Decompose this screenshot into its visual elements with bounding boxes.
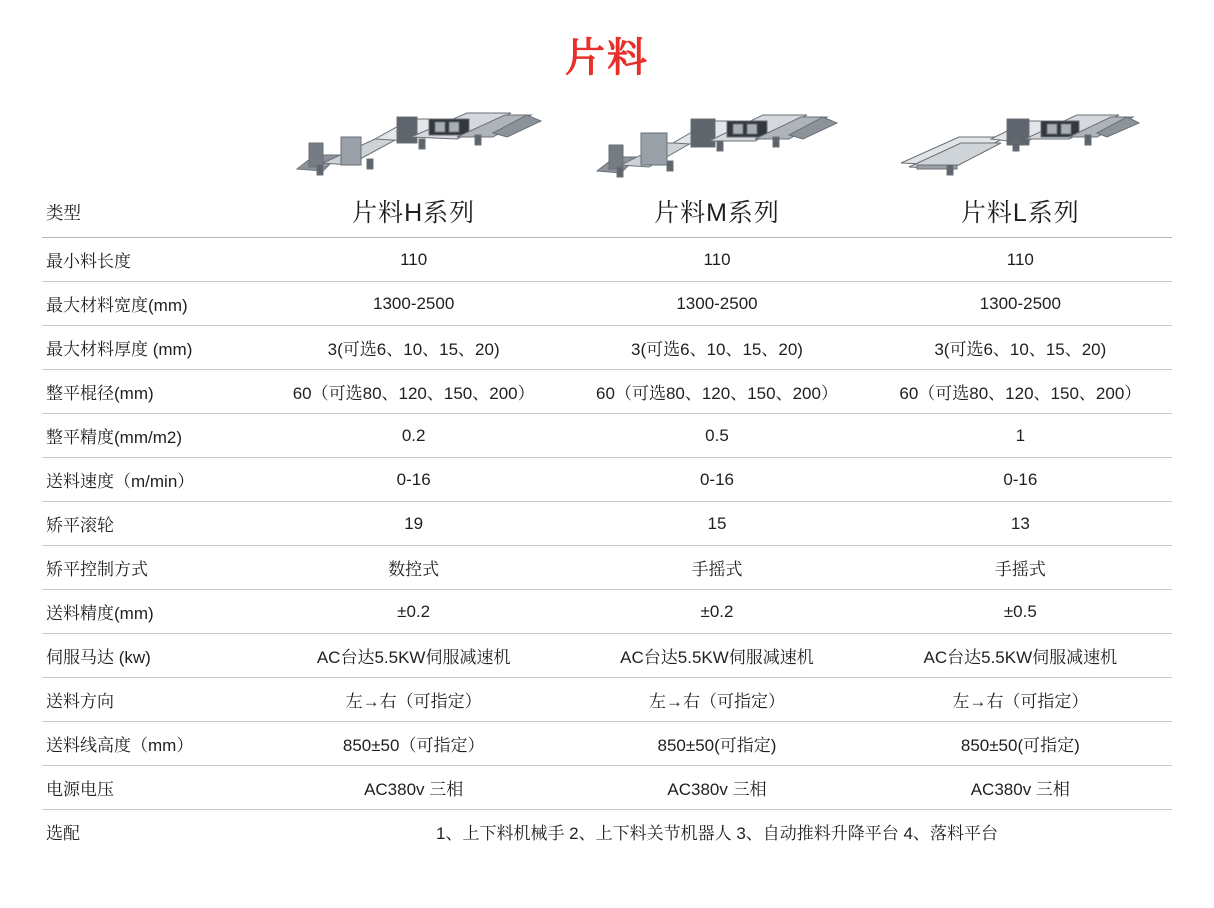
row-value-l: AC380v 三相 — [869, 766, 1172, 810]
row-value-h: 数控式 — [262, 546, 565, 590]
row-value-l: 手摇式 — [869, 546, 1172, 590]
table-row — [42, 326, 1172, 370]
row-value-m: 110 — [565, 238, 868, 282]
page-title: 片料 — [565, 36, 649, 80]
series-name-l: 片料L系列 — [960, 199, 1080, 227]
column-header-m-series — [565, 92, 868, 238]
row-value-l: 60（可选80、120、150、200） — [869, 370, 1172, 414]
row-value-m: 60（可选80、120、150、200） — [565, 370, 868, 414]
row-value-m: 手摇式 — [565, 546, 868, 590]
row-value-m: 850±50(可指定) — [565, 722, 868, 766]
row-value-h: 左→右（可指定） — [262, 678, 565, 722]
table-row-options — [42, 810, 1172, 854]
table-body — [42, 92, 1172, 853]
table-row — [42, 370, 1172, 414]
row-label: 送料方向 — [42, 678, 262, 722]
row-value-m: AC380v 三相 — [565, 766, 868, 810]
row-label: 送料精度(mm) — [42, 590, 262, 634]
row-label: 送料速度（m/min） — [42, 458, 262, 502]
row-value-h: 0-16 — [262, 458, 565, 502]
table-row — [42, 590, 1172, 634]
table-row — [42, 458, 1172, 502]
table-row — [42, 414, 1172, 458]
type-header-cell: 类型 — [42, 92, 262, 238]
row-label: 整平精度(mm/m2) — [42, 414, 262, 458]
series-name-m: 片料M系列 — [654, 199, 780, 227]
column-header-l-series — [869, 92, 1172, 238]
table-row — [42, 634, 1172, 678]
row-value-l: ±0.5 — [869, 590, 1172, 634]
row-value-m: 3(可选6、10、15、20) — [565, 326, 868, 370]
table-row — [42, 722, 1172, 766]
row-value-l: 1 — [869, 414, 1172, 458]
row-value-l: 3(可选6、10、15、20) — [869, 326, 1172, 370]
row-value-l: 850±50(可指定) — [869, 722, 1172, 766]
row-value-m: AC台达5.5KW伺服减速机 — [565, 634, 868, 678]
row-value-m: 0-16 — [565, 458, 868, 502]
row-value-m: ±0.2 — [565, 590, 868, 634]
row-value-h: AC380v 三相 — [262, 766, 565, 810]
row-label: 送料线高度（mm） — [42, 722, 262, 766]
row-value-m: 0.5 — [565, 414, 868, 458]
specification-table — [42, 92, 1172, 853]
row-value-m: 1300-2500 — [565, 282, 868, 326]
row-value-l: 0-16 — [869, 458, 1172, 502]
row-value-h: ±0.2 — [262, 590, 565, 634]
row-label: 整平棍径(mm) — [42, 370, 262, 414]
row-label: 伺服马达 (kw) — [42, 634, 262, 678]
row-label: 电源电压 — [42, 766, 262, 810]
row-value-l: AC台达5.5KW伺服减速机 — [869, 634, 1172, 678]
row-label: 最大材料宽度(mm) — [42, 282, 262, 326]
row-label: 矫平控制方式 — [42, 546, 262, 590]
row-label-options: 选配 — [46, 824, 80, 843]
series-name-h: 片料H系列 — [352, 199, 476, 227]
table-row — [42, 238, 1172, 282]
row-value-l: 110 — [869, 238, 1172, 282]
row-value-h: 110 — [262, 238, 565, 282]
table-row — [42, 546, 1172, 590]
row-value-h: 3(可选6、10、15、20) — [262, 326, 565, 370]
table-header-row — [42, 92, 1172, 238]
row-label: 最小料长度 — [42, 238, 262, 282]
machine-h-series-illustration — [266, 101, 561, 193]
row-value-h: 850±50（可指定） — [262, 722, 565, 766]
row-value-h: 1300-2500 — [262, 282, 565, 326]
row-value-m: 左→右（可指定） — [565, 678, 868, 722]
row-value-l: 13 — [869, 502, 1172, 546]
row-value-h: AC台达5.5KW伺服减速机 — [262, 634, 565, 678]
row-value-h: 60（可选80、120、150、200） — [262, 370, 565, 414]
row-value-h: 0.2 — [262, 414, 565, 458]
table-row — [42, 502, 1172, 546]
machine-m-series-illustration — [569, 101, 864, 193]
row-value-l: 左→右（可指定） — [869, 678, 1172, 722]
row-value-options: 1、上下料机械手 2、上下料关节机器人 3、自动推料升降平台 4、落料平台 — [436, 824, 998, 843]
column-header-h-series — [262, 92, 565, 238]
machine-l-series-illustration — [873, 101, 1168, 193]
row-value-h: 19 — [262, 502, 565, 546]
row-label: 最大材料厚度 (mm) — [42, 326, 262, 370]
table-row — [42, 678, 1172, 722]
row-label: 矫平滚轮 — [42, 502, 262, 546]
row-value-m: 15 — [565, 502, 868, 546]
table-row — [42, 282, 1172, 326]
table-row — [42, 766, 1172, 810]
row-value-l: 1300-2500 — [869, 282, 1172, 326]
